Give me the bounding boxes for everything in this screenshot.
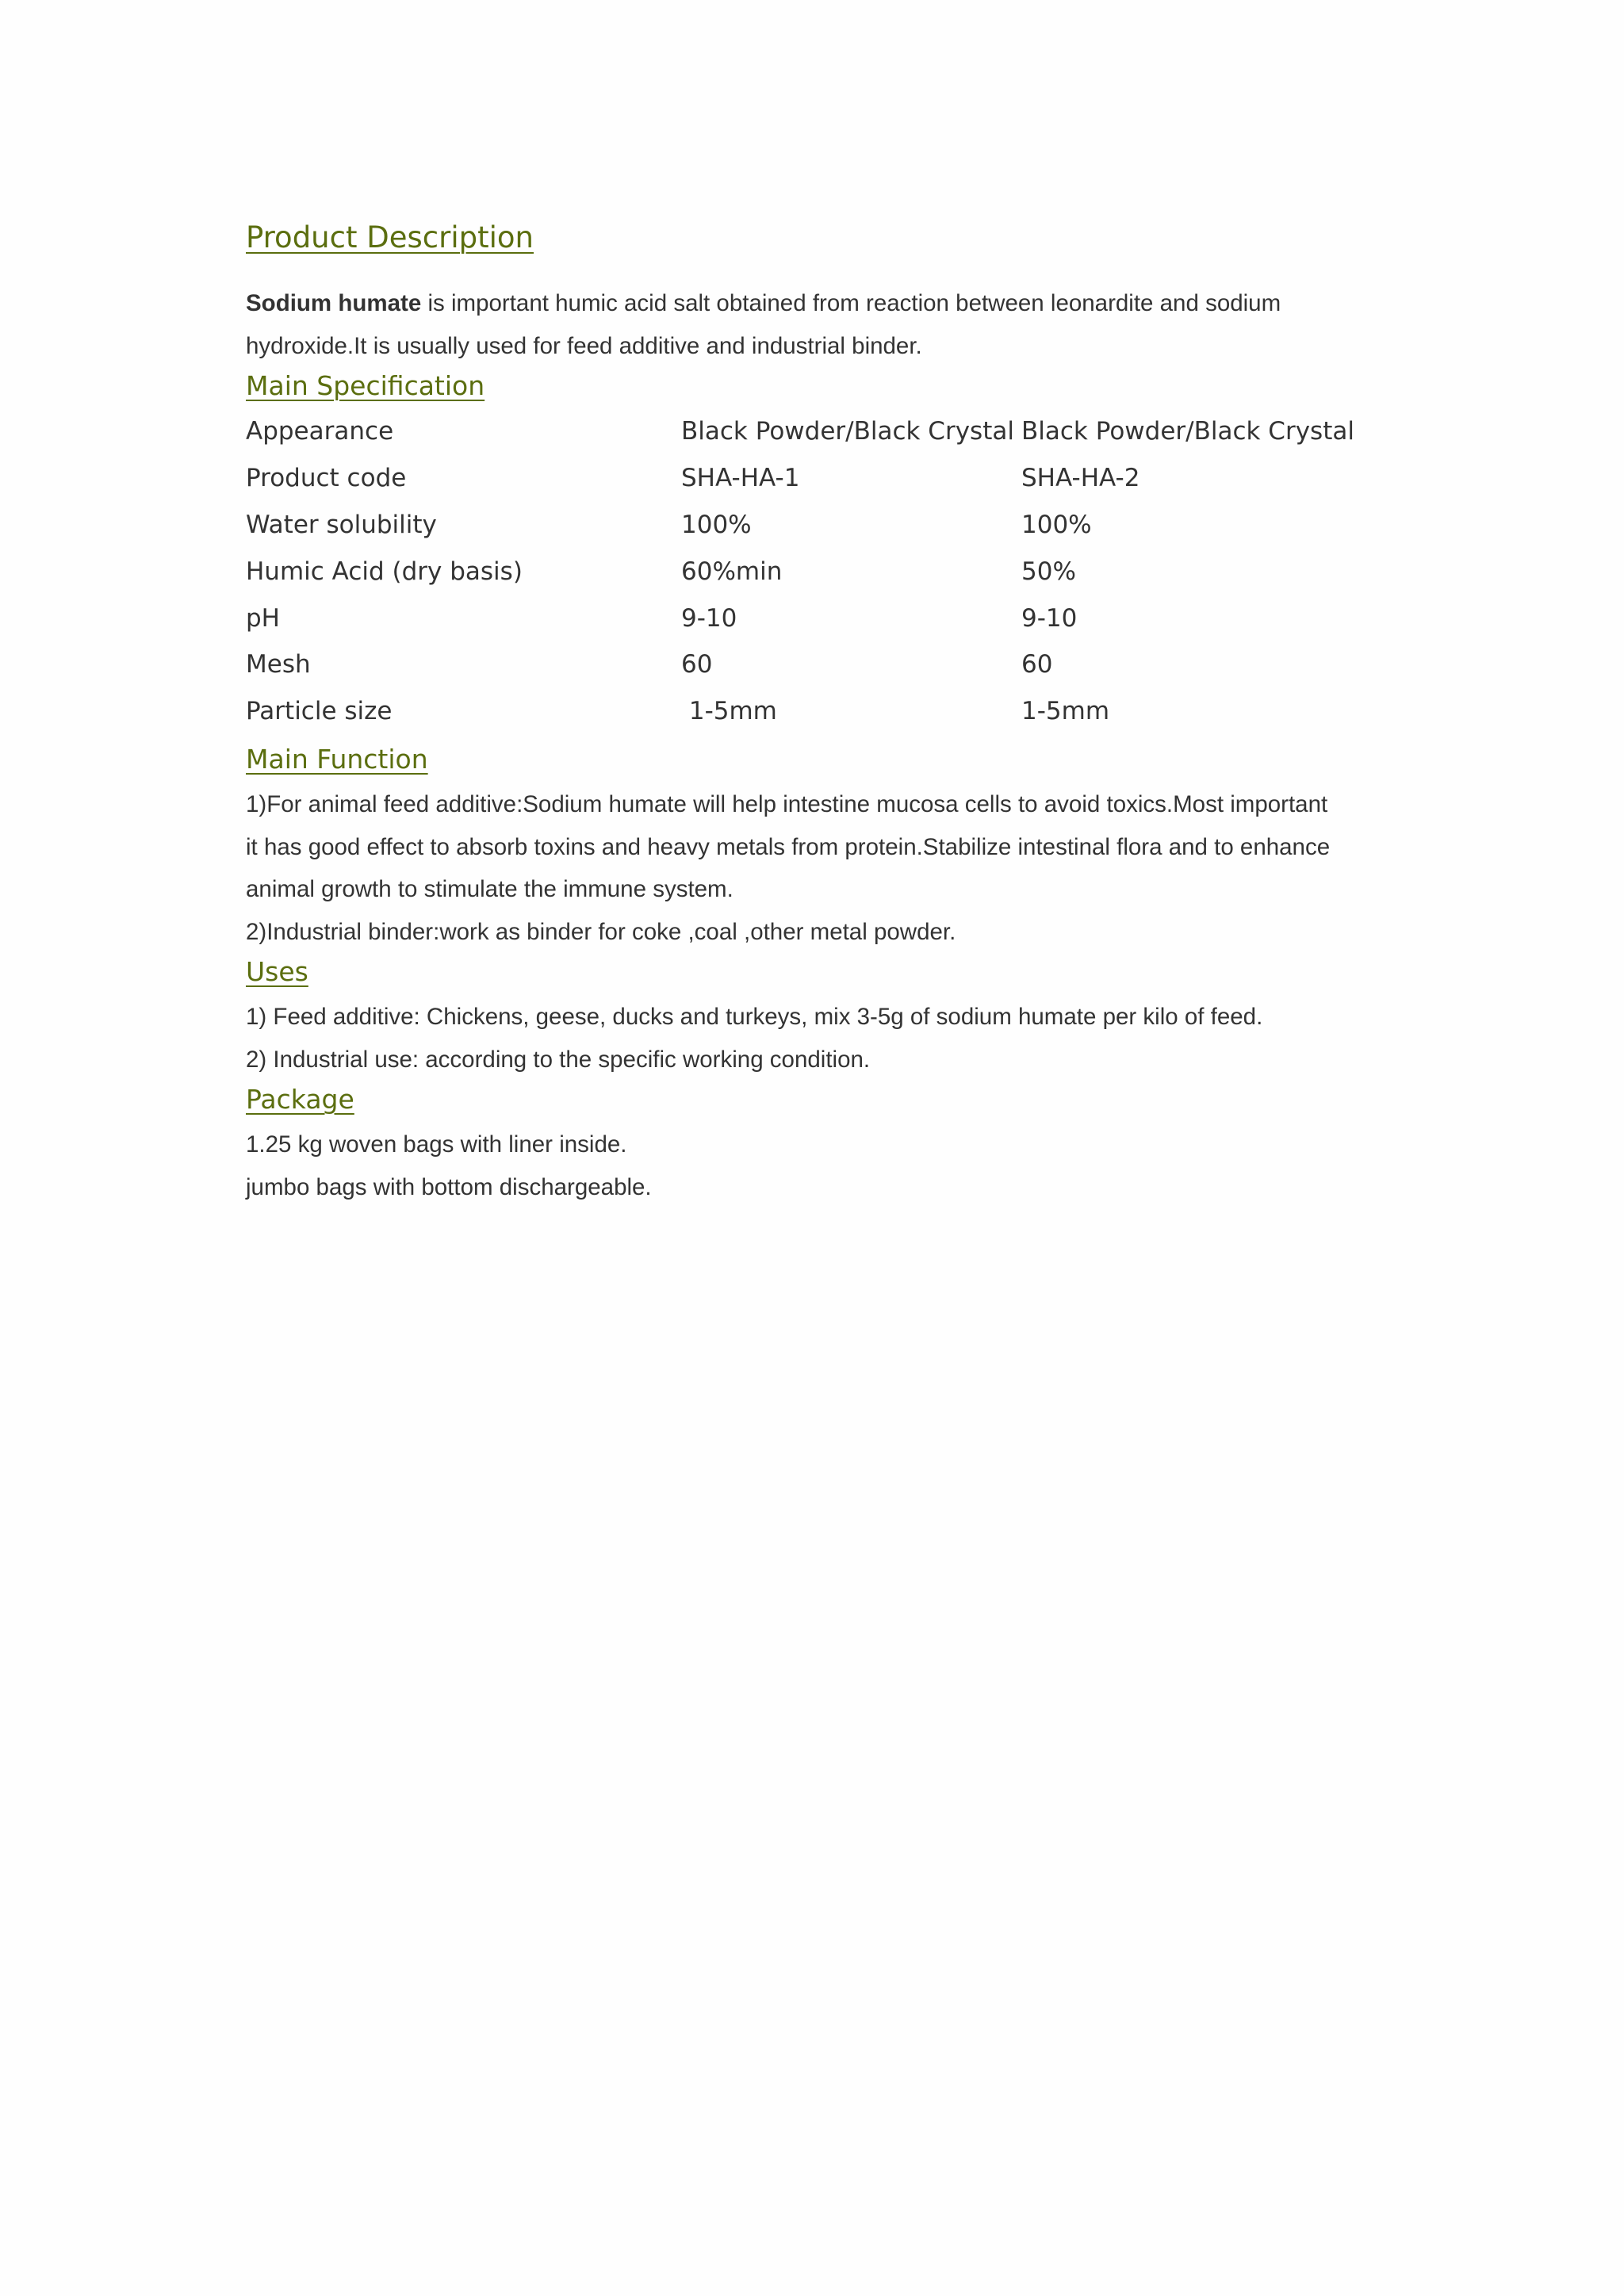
spec-row — [246, 417, 1388, 457]
function-line: it has good effect to absorb toxins and heavy metals from protein.Stabilize intestinal flora and to enhance — [246, 833, 1331, 860]
intro-line-2: hydroxide.It is usually used for feed additive and industrial binder. — [246, 332, 922, 359]
spec-label: Product code — [246, 464, 407, 492]
spec-label: Appearance — [246, 417, 394, 446]
spec-row — [246, 511, 1388, 550]
spec-row — [246, 697, 1388, 737]
heading-package: Package — [246, 1084, 354, 1115]
intro-line-1-rest: is important humic acid salt obtained from reaction between leonardite and sodium — [421, 290, 1281, 316]
intro-line-1 — [246, 282, 1396, 325]
spec-value-1: 100% — [681, 511, 752, 539]
spec-value-1: SHA-HA-1 — [681, 464, 800, 492]
package-line: jumbo bags with bottom dischargeable. — [246, 1173, 652, 1200]
spec-value-2: SHA-HA-2 — [1021, 464, 1140, 492]
heading-main-function: Main Function — [246, 744, 428, 775]
spec-value-2: 1-5mm — [1021, 697, 1110, 725]
uses-line: 2) Industrial use: according to the specific working condition. — [246, 1046, 871, 1073]
spec-label: Humic Acid (dry basis) — [246, 557, 523, 586]
heading-uses: Uses — [246, 956, 308, 987]
spec-value-2: 9-10 — [1021, 604, 1078, 633]
spec-value-2: 100% — [1021, 511, 1092, 539]
spec-value-2: 50% — [1021, 557, 1076, 586]
function-line: 2)Industrial binder:work as binder for coke ,coal ,other metal powder. — [246, 918, 956, 945]
function-line: 1)For animal feed additive:Sodium humate will help intestine mucosa cells to avoid toxics.Most important — [246, 791, 1328, 817]
spec-value-2: 60 — [1021, 650, 1053, 679]
spec-label: Water solubility — [246, 511, 437, 539]
uses-text — [246, 996, 1396, 1081]
spec-value-1: 60 — [681, 650, 713, 679]
spec-row — [246, 557, 1388, 597]
spec-value-2: Black Powder/Black Crystal — [1021, 417, 1354, 446]
heading-product-description: Product Description — [246, 220, 534, 254]
spec-label: pH — [246, 604, 280, 633]
spec-row — [246, 464, 1388, 503]
heading-main-specification: Main Specification — [246, 370, 485, 401]
function-line: animal growth to stimulate the immune system. — [246, 876, 733, 902]
spec-label: Mesh — [246, 650, 311, 679]
spec-value-1: Black Powder/Black Crystal — [681, 417, 1014, 446]
spec-value-1: 9-10 — [681, 604, 737, 633]
spec-value-1: 1-5mm — [681, 697, 777, 725]
product-intro — [246, 282, 1396, 367]
intro-bold-term: Sodium humate — [246, 290, 422, 316]
spec-label: Particle size — [246, 697, 393, 725]
package-text — [246, 1123, 1396, 1208]
main-function-text — [246, 783, 1396, 953]
spec-row — [246, 650, 1388, 690]
spec-value-1: 60%min — [681, 557, 783, 586]
uses-line: 1) Feed additive: Chickens, geese, ducks and turkeys, mix 3-5g of sodium humate per kilo of feed. — [246, 1004, 1263, 1030]
spec-row — [246, 604, 1388, 644]
package-line: 1.25 kg woven bags with liner inside. — [246, 1131, 627, 1158]
